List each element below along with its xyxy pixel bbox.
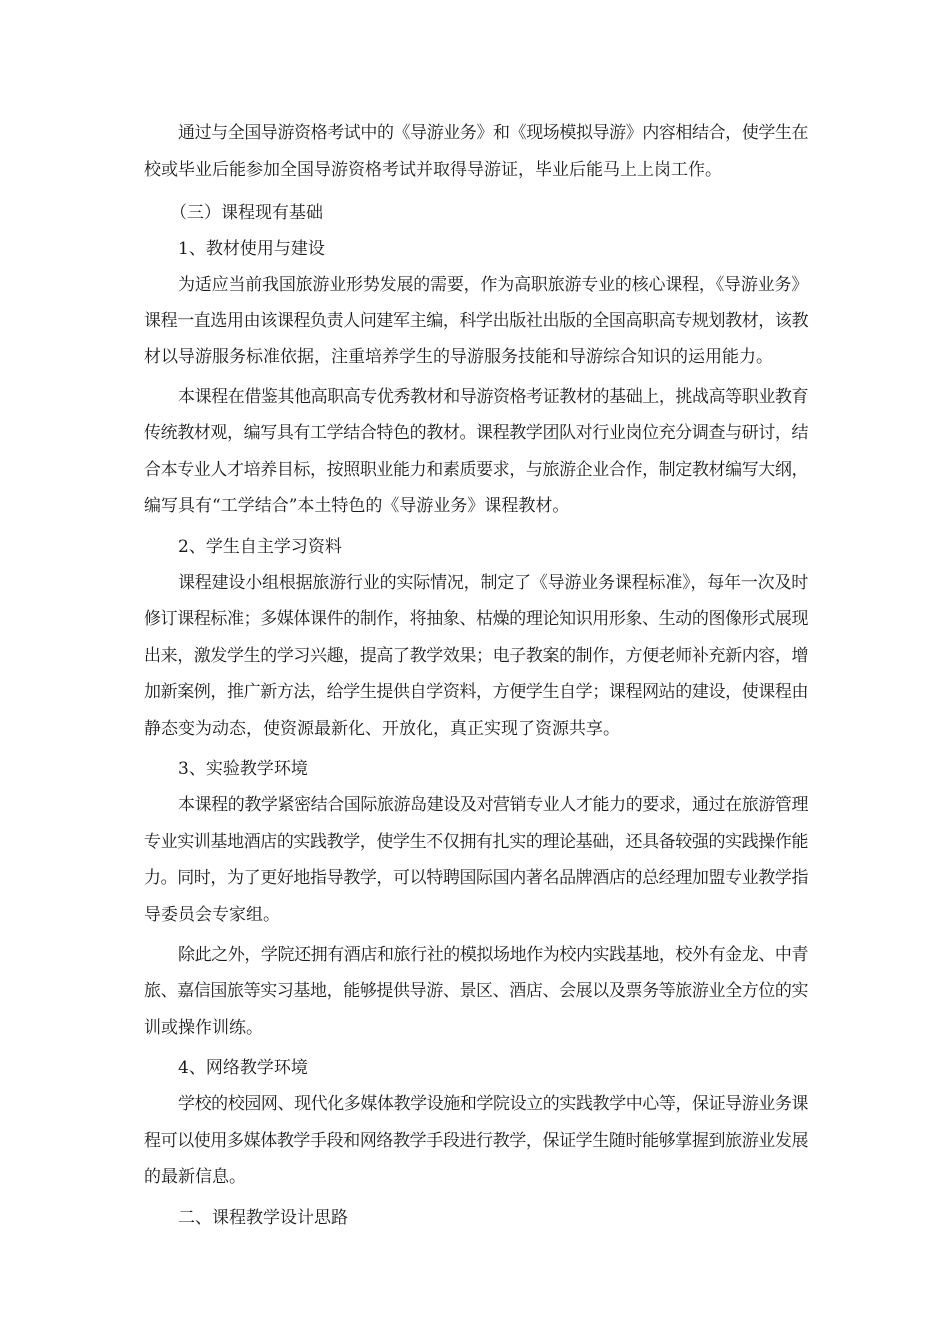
paragraph-line: 训或操作训练。	[144, 1018, 263, 1038]
paragraph-line: 材以导游服务标准依据，注重培养学生的导游服务技能和导游综合知识的运用能力。	[144, 347, 773, 367]
subsection-heading: 1、教材使用与建设	[178, 239, 325, 259]
subsection-heading: 3、实验教学环境	[178, 759, 308, 779]
paragraph-line: 学校的校园网、现代化多媒体教学设施和学院设立的实践教学中心等，保证导游业务课	[178, 1094, 808, 1114]
paragraph-line: 本课程在借鉴其他高职高专优秀教材和导游资格考证教材的基础上，挑战高等职业教育	[178, 387, 808, 407]
paragraph-line: 加新案例，推广新方法，给学生提供自学资料，方便学生自学；课程网站的建设，使课程由	[144, 682, 808, 702]
paragraph-line: 力。同时，为了更好地指导教学，可以特聘国际国内著名品牌酒店的总经理加盟专业教学指	[144, 868, 808, 888]
paragraph-line: 出来，激发学生的学习兴趣，提高了教学效果；电子教案的制作，方便老师补充新内容，增	[144, 646, 808, 666]
paragraph-line: 校或毕业后能参加全国导游资格考试并取得导游证，毕业后能马上上岗工作。	[144, 160, 722, 180]
section-heading: （三）课程现有基础	[170, 203, 323, 223]
paragraph-line: 编写具有“工学结合”本土特色的《导游业务》课程教材。	[144, 496, 570, 516]
paragraph-line: 传统教材观，编写具有工学结合特色的教材。课程教学团队对行业岗位充分调查与研讨，结	[144, 423, 808, 443]
section-heading: 二、课程教学设计思路	[178, 1208, 348, 1228]
paragraph-line: 课程一直选用由该课程负责人问建军主编，科学出版社出版的全国高职高专规划教材，该教	[144, 311, 808, 331]
paragraph-line: 本课程的教学紧密结合国际旅游岛建设及对营销专业人才能力的要求，通过在旅游管理	[178, 795, 808, 815]
subsection-heading: 4、网络教学环境	[178, 1058, 308, 1078]
paragraph-line: 专业实训基地酒店的实践教学，使学生不仅拥有扎实的理论基础，还具备较强的实践操作能	[144, 832, 808, 852]
paragraph-line: 合本专业人才培养目标，按照职业能力和素质要求，与旅游企业合作，制定教材编写大纲，	[144, 460, 808, 480]
paragraph-line: 旅、嘉信国旅等实习基地，能够提供导游、景区、酒店、会展以及票务等旅游业全方位的实	[144, 981, 808, 1001]
paragraph-line: 修订课程标准；多媒体课件的制作，将抽象、枯燥的理论知识用形象、生动的图像形式展现	[144, 609, 808, 629]
paragraph-line: 除此之外，学院还拥有酒店和旅行社的模拟场地作为校内实践基地，校外有金龙、中青	[178, 945, 808, 965]
paragraph-line: 的最新信息。	[144, 1167, 246, 1187]
paragraph-line: 程可以使用多媒体教学手段和网络教学手段进行教学，保证学生随时能够掌握到旅游业发展	[144, 1131, 808, 1151]
paragraph-line: 为适应当前我国旅游业形势发展的需要，作为高职旅游专业的核心课程，《导游业务》	[178, 275, 808, 295]
paragraph-line: 通过与全国导游资格考试中的《导游业务》和《现场模拟导游》内容相结合，使学生在	[178, 123, 808, 143]
paragraph-line: 课程建设小组根据旅游行业的实际情况，制定了《导游业务课程标准》，每年一次及时	[178, 573, 808, 593]
paragraph-line: 导委员会专家组。	[144, 905, 280, 925]
paragraph-line: 静态变为动态，使资源最新化、开放化，真正实现了资源共享。	[144, 719, 620, 739]
subsection-heading: 2、学生自主学习资料	[178, 537, 342, 557]
